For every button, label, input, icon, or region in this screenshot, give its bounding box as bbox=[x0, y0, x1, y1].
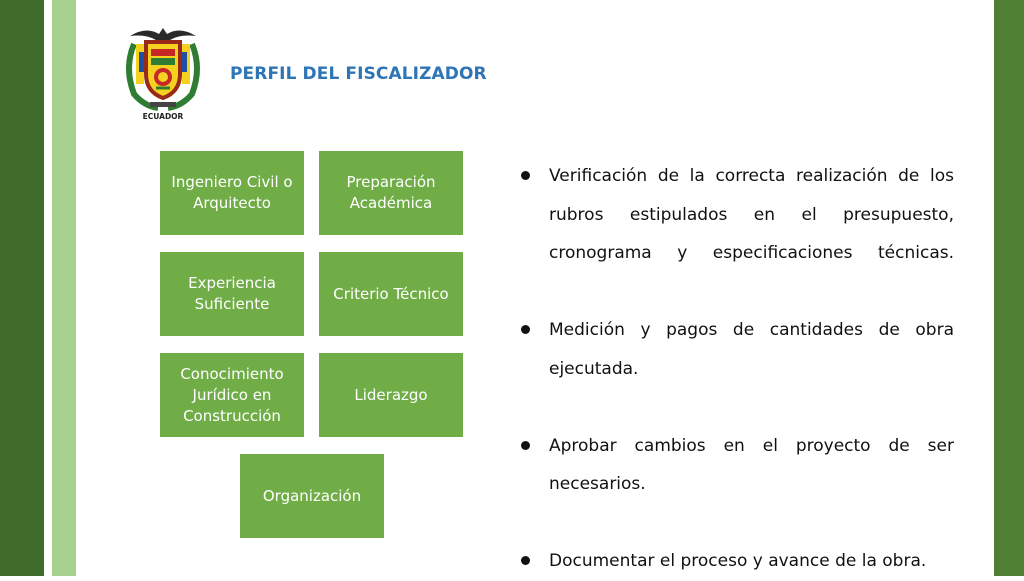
left-light-green-bar bbox=[52, 0, 76, 576]
bullet-icon bbox=[521, 325, 530, 334]
list-item: Medición y pagos de cantidades de obra ejecutada. bbox=[518, 311, 954, 427]
profile-box-legal-knowledge: Conocimiento Jurídico en Construcción bbox=[160, 353, 304, 437]
profile-box-civil-engineer: Ingeniero Civil o Arquitecto bbox=[160, 151, 304, 235]
bullet-icon bbox=[521, 556, 530, 565]
svg-text:ECUADOR: ECUADOR bbox=[142, 112, 184, 121]
ecuador-coat-of-arms-icon bbox=[122, 22, 204, 122]
right-dark-green-bar bbox=[994, 0, 1024, 576]
profile-box-experience: Experiencia Suficiente bbox=[160, 252, 304, 336]
profile-box-academic-preparation: Preparación Académica bbox=[319, 151, 463, 235]
bullet-icon bbox=[521, 171, 530, 180]
page-title: PERFIL DEL FISCALIZADOR bbox=[230, 64, 487, 84]
bullet-icon bbox=[521, 441, 530, 450]
list-item: Documentar el proceso y avance de la obra. bbox=[518, 542, 954, 581]
profile-box-organization: Organización bbox=[240, 454, 384, 538]
list-item: Verificación de la correcta realización de los rubros estipulados en el presupuesto, cronograma y especificaciones técnicas. bbox=[518, 157, 954, 311]
profile-box-leadership: Liderazgo bbox=[319, 353, 463, 437]
duties-list bbox=[518, 157, 954, 581]
profile-box-technical-criteria: Criterio Técnico bbox=[319, 252, 463, 336]
list-item: Aprobar cambios en el proyecto de ser necesarios. bbox=[518, 427, 954, 543]
left-dark-green-bar bbox=[0, 0, 44, 576]
